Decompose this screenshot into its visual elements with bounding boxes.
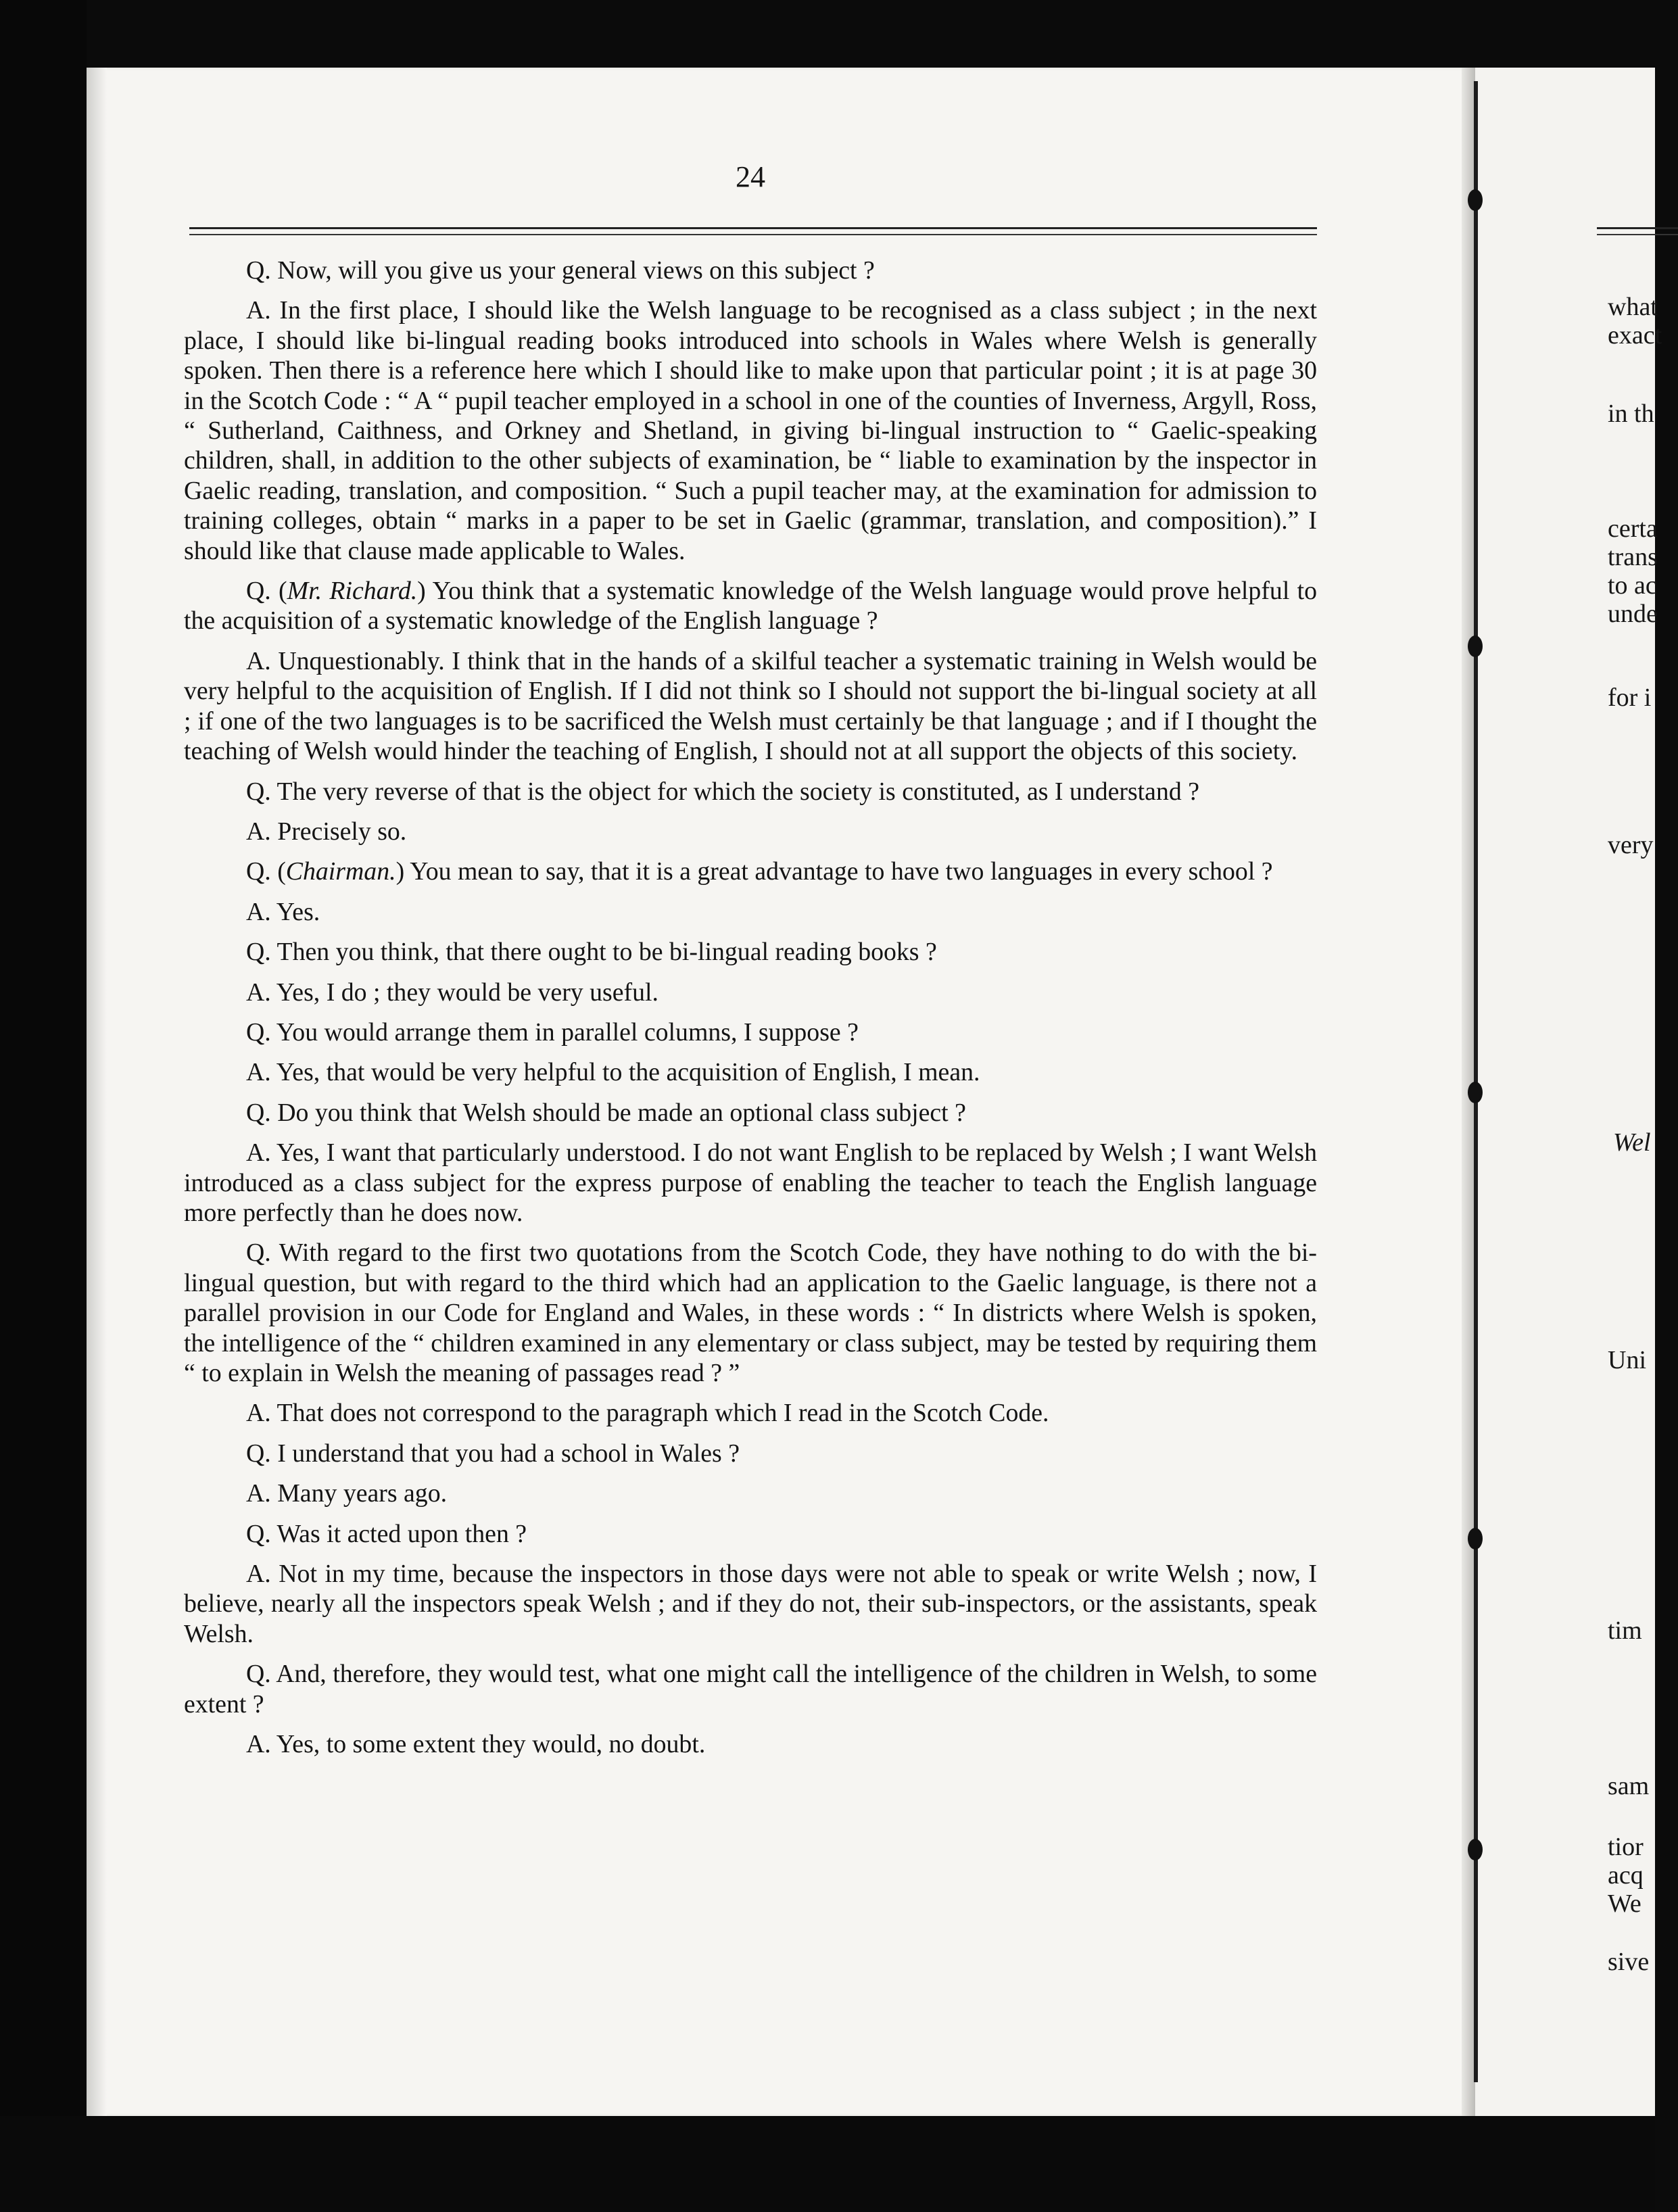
speaker-marker: A.	[246, 1730, 271, 1759]
speaker-marker: A.	[246, 1058, 271, 1087]
speaker-marker: Q.	[246, 256, 271, 285]
facing-page-text-fragment: very	[1608, 831, 1654, 859]
answer-paragraph	[184, 1729, 1317, 1759]
page-left-edge	[87, 68, 107, 2116]
question-paragraph	[184, 1519, 1317, 1549]
paragraph-text: And, therefore, they would test, what one might call the intelligence of the children in Welsh, to some extent ?	[184, 1660, 1317, 1718]
paragraph-text: ) You mean to say, that it is a great advantage to have two languages in every school ?	[395, 857, 1273, 886]
facing-page-text-fragment: Uni	[1608, 1346, 1646, 1374]
binding-knot	[1468, 189, 1483, 211]
facing-header-rule-thin	[1597, 234, 1678, 235]
question-paragraph	[184, 576, 1317, 636]
answer-paragraph	[184, 978, 1317, 1007]
answer-paragraph	[184, 817, 1317, 846]
binding-knot	[1468, 1528, 1483, 1549]
speaker-marker: A.	[246, 897, 271, 926]
answer-paragraph	[184, 646, 1317, 767]
speaker-marker: Q.	[246, 777, 271, 806]
paragraph-text: Yes, that would be very helpful to the acquisition of English, I mean.	[276, 1058, 980, 1087]
facing-page-text-fragment: in th	[1608, 400, 1654, 428]
binding-knot	[1468, 1839, 1483, 1860]
binding-knot	[1468, 1082, 1483, 1103]
answer-paragraph	[184, 1478, 1317, 1508]
speaker-marker: A.	[246, 646, 271, 675]
question-paragraph	[184, 857, 1317, 886]
page-number: 24	[736, 160, 765, 193]
facing-page-text-fragment: trans	[1608, 543, 1658, 571]
question-paragraph	[184, 1659, 1317, 1719]
paragraph-text: Yes, I do ; they would be very useful.	[276, 978, 658, 1007]
facing-page-text-fragment: certa	[1608, 514, 1658, 543]
speaker-name: Chairman.	[285, 857, 396, 886]
speaker-name: Mr. Richard.	[287, 577, 418, 606]
speaker-marker: A.	[246, 978, 271, 1007]
facing-header-rule	[1597, 227, 1678, 229]
paragraph-text: That does not correspond to the paragraph which I read in the Scotch Code.	[277, 1399, 1049, 1428]
speaker-marker: Q.	[246, 1439, 271, 1468]
speaker-marker: Q.	[246, 1017, 271, 1047]
paragraph-text: With regard to the first two quotations from the Scotch Code, they have nothing to do with the bi-lingual question, but with regard to the third which had an application to the Gaelic language, is there not a parallel provision in our Code for England and Wales, in these words : “ In districts where Welsh is spoken, the intelligence of the “ children examined in any elementary or class subject, may be tested by requiring them “ to explain in Welsh the meaning of passages read ? ”	[184, 1239, 1317, 1387]
facing-page-text-fragment: unde	[1608, 600, 1658, 628]
scan-border-left	[0, 0, 87, 2212]
paragraph-text: Yes.	[276, 897, 320, 926]
facing-page-text-fragment: We	[1608, 1890, 1641, 1918]
paragraph-text: ) You think that a systematic knowledge of the Welsh language would prove helpful to the acquisition of a systematic knowledge of the English language ?	[184, 577, 1317, 635]
page-body-text	[184, 256, 1317, 1769]
scan-border-bottom	[0, 2116, 1655, 2212]
paragraph-text: Now, will you give us your general views on this subject ?	[277, 256, 875, 285]
answer-paragraph	[184, 295, 1317, 566]
paragraph-text: Precisely so.	[277, 817, 407, 846]
speaker-marker: A.	[246, 1399, 271, 1428]
speaker-marker: Q.	[246, 577, 271, 606]
facing-page-text-fragment: for i	[1608, 683, 1652, 712]
header-rule-thin	[189, 234, 1317, 235]
paragraph-text: Many years ago.	[277, 1479, 448, 1508]
speaker-marker: A.	[246, 1560, 271, 1589]
facing-page-text-fragment: to ac	[1608, 571, 1657, 600]
paragraph-text: Then you think, that there ought to be bi-lingual reading books ?	[277, 938, 937, 967]
facing-page-text-fragment: acq	[1608, 1861, 1644, 1890]
answer-paragraph	[184, 1559, 1317, 1649]
question-paragraph	[184, 937, 1317, 967]
paragraph-text: In the first place, I should like the Welsh language to be recognised as a class subject ; in the next place, I should like bi-lingual reading books introduced into schools in Wales where Welsh is generally spoken. Then there is a reference here which I should like to make upon that particular point ; it is at page 30 in the Scotch Code : “ A “ pupil teacher employed in a school in one of the counties of Inverness, Argyll, Ross, “ Sutherland, Caithness, and Orkney and Shetland, in giving bi-lingual instruction to “ Gaelic-speaking children, shall, in addition to the other subjects of examination, be “ liable to examination by the inspector in Gaelic reading, translation, and composition. “ Such a pupil teacher may, at the examination for admission to training colleges, obtain “ marks in a paper to be set in Gaelic (grammar, translation, and composition).” I should like that clause made applicable to Wales.	[184, 296, 1317, 565]
speaker-marker: Q.	[246, 857, 271, 886]
speaker-marker: Q.	[246, 1098, 271, 1127]
paragraph-text: Yes, I want that particularly understood. I do not want English to be replaced by Welsh ; I want Welsh introduced as a class subject for the express purpose of enabling the teacher to teach the English language more perfectly than he does now.	[184, 1138, 1317, 1227]
speaker-marker: A.	[246, 1138, 271, 1168]
question-paragraph	[184, 1098, 1317, 1128]
answer-paragraph	[184, 897, 1317, 927]
facing-page	[1475, 68, 1655, 2116]
facing-page-text-fragment: sam	[1608, 1772, 1650, 1800]
question-paragraph	[184, 256, 1317, 285]
header-rule	[189, 227, 1317, 229]
paragraph-text: Do you think that Welsh should be made an optional class subject ?	[277, 1098, 966, 1127]
speaker-marker: Q.	[246, 1660, 271, 1689]
question-paragraph	[184, 1017, 1317, 1047]
binding-knot	[1468, 635, 1483, 657]
paragraph-text: Not in my time, because the inspectors in those days were not able to speak or write Welsh ; now, I believe, nearly all the inspectors speak Welsh ; and if they do not, their sub-inspectors, or the assistants, speak Welsh.	[184, 1560, 1317, 1648]
question-paragraph	[184, 777, 1317, 807]
facing-page-text-fragment: exact	[1608, 321, 1662, 350]
speaker-marker: A.	[246, 296, 271, 325]
speaker-marker: Q.	[246, 1519, 271, 1548]
answer-paragraph	[184, 1398, 1317, 1428]
paragraph-text: Unquestionably. I think that in the hands of a skilful teacher a systematic training in Welsh would be very helpful to the acquisition of English. If I did not think so I should not support the bi-lingual society at all ; if one of the two languages is to be sacrificed the Welsh must certainly be that language ; and if I thought the teaching of Welsh would hinder the teaching of English, I should not at all support the objects of this society.	[184, 646, 1318, 766]
facing-page-text-fragment: what	[1608, 293, 1658, 321]
facing-page-text-fragment: tior	[1608, 1833, 1644, 1861]
paragraph-text: The very reverse of that is the object for which the society is constituted, as I understand ?	[277, 777, 1199, 806]
speaker-marker: A.	[246, 1479, 271, 1508]
facing-page-text-fragment: Wel	[1613, 1128, 1651, 1157]
paren-open: (	[277, 857, 286, 886]
question-paragraph	[184, 1439, 1317, 1468]
facing-page-text-fragment: sive	[1608, 1948, 1650, 1976]
facing-page-text-fragment: tim	[1608, 1616, 1642, 1645]
question-paragraph	[184, 1238, 1317, 1388]
paragraph-text: I understand that you had a school in Wales ?	[277, 1439, 740, 1468]
speaker-marker: Q.	[246, 938, 271, 967]
speaker-marker: A.	[246, 817, 271, 846]
paragraph-text: You would arrange them in parallel columns, I suppose ?	[276, 1017, 859, 1047]
paragraph-text: Was it acted upon then ?	[277, 1519, 527, 1548]
answer-paragraph	[184, 1057, 1317, 1087]
answer-paragraph	[184, 1138, 1317, 1228]
speaker-marker: Q.	[246, 1239, 271, 1268]
paren-open: (	[279, 577, 287, 606]
paragraph-text: Yes, to some extent they would, no doubt.	[276, 1730, 706, 1759]
